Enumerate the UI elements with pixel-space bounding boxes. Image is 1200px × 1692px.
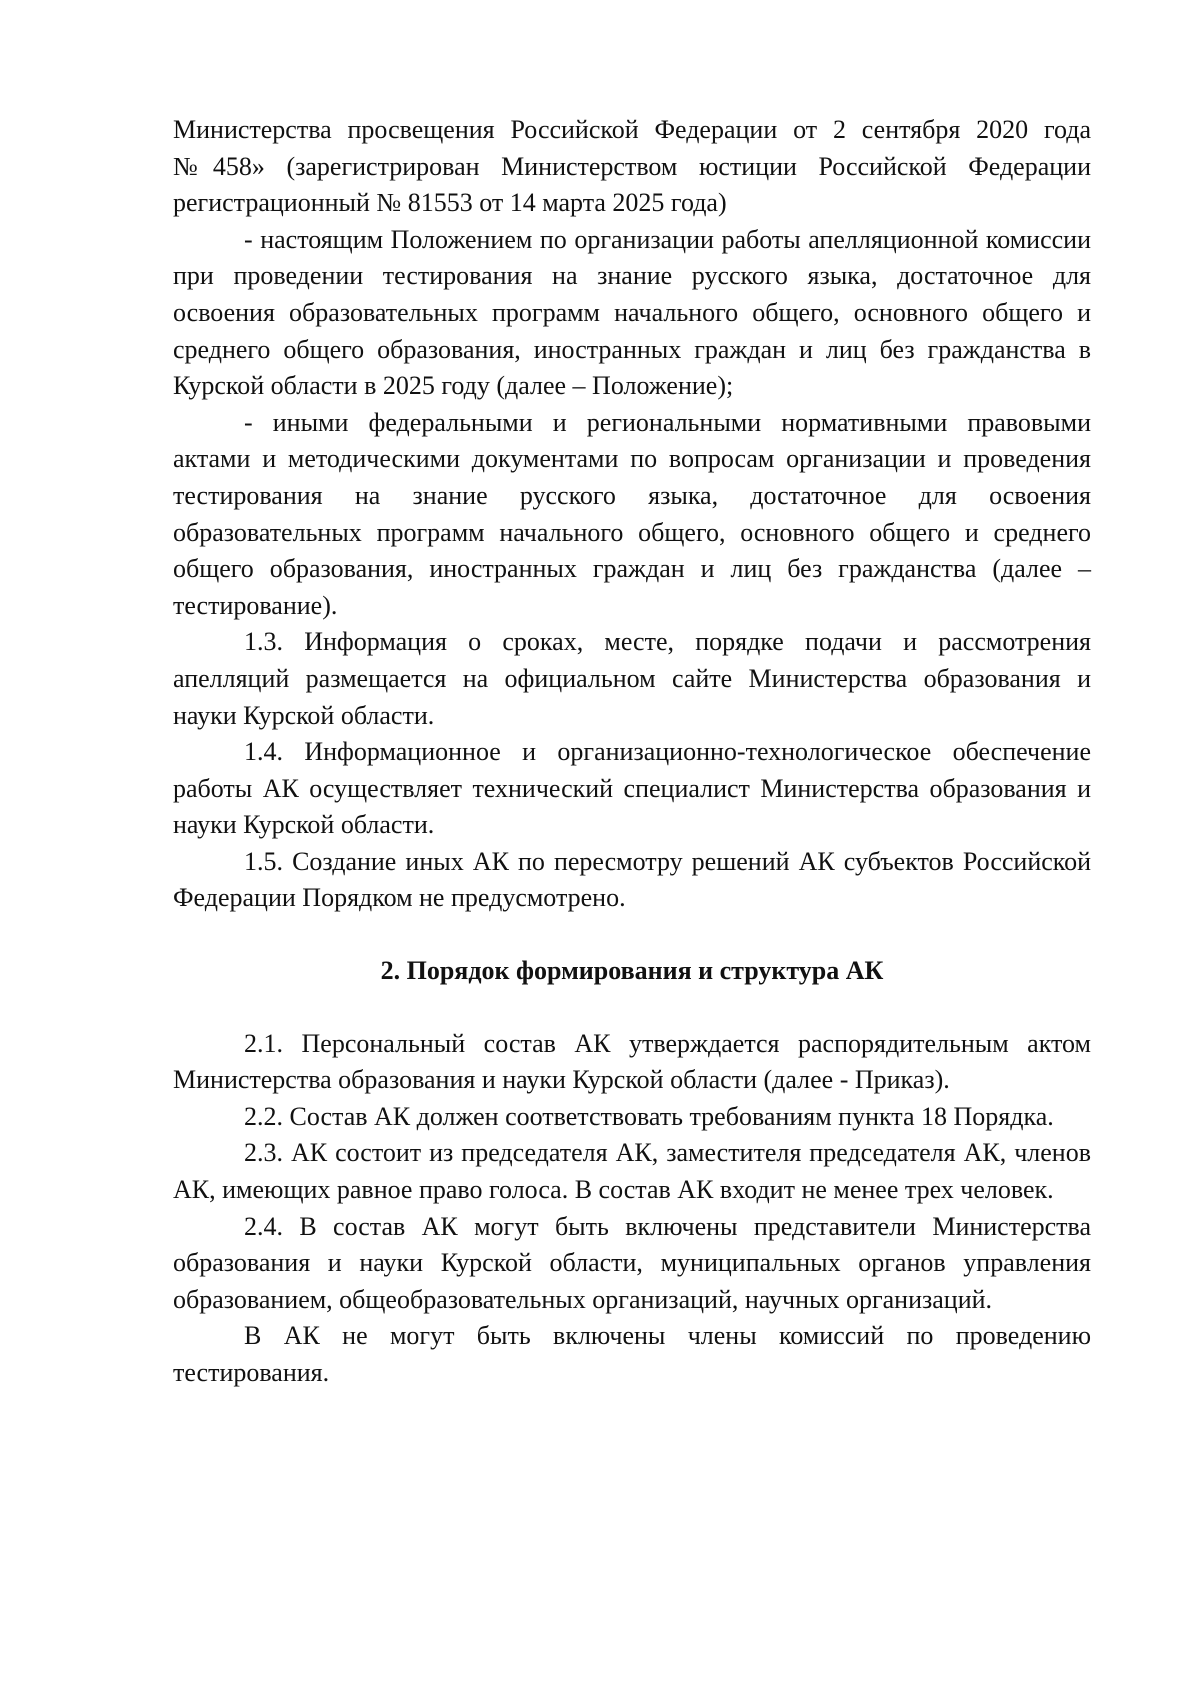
- document-body: [173, 112, 1091, 1392]
- paragraph-2-2: 2.2. Состав АК должен соответствовать требованиям пункта 18 Порядка.: [244, 1101, 1054, 1131]
- paragraph-1-5: 1.5. Создание иных АК по пересмотру решений АК субъектов Российской Федерации Порядком не предусмотрено.: [173, 846, 1091, 913]
- paragraph-2-1: 2.1. Персональный состав АК утверждается распорядительным актом Министерства образования и науки Курской области (далее - Приказ).: [173, 1028, 1091, 1095]
- paragraph-2-4: 2.4. В состав АК могут быть включены представители Министерства образования и науки Курской области, муниципальных органов управления образованием, общеобразовательных организаций, научных организаций.: [173, 1211, 1091, 1314]
- paragraph-1-4: 1.4. Информационное и организационно-технологическое обеспечение работы АК осуществляет технический специалист Министерства образования и науки Курской области.: [173, 737, 1091, 840]
- paragraph-2-3: 2.3. АК состоит из председателя АК, заместителя председателя АК, членов АК, имеющих равное право голоса. В состав АК входит не менее трех человек.: [173, 1138, 1091, 1205]
- paragraph-exclusion: В АК не могут быть включены члены комиссий по проведению тестирования.: [173, 1321, 1091, 1387]
- paragraph-ministry-order-continuation: Министерства просвещения Российской Федерации от 2 сентября 2020 года №458» (зарегистрирован Министерством юстиции Российской Федерации регистрационный № 81553 от 14 марта 2025 года): [173, 115, 1091, 218]
- section-heading: 2. Порядок формирования и структура АК: [380, 956, 884, 986]
- paragraph-1-3: 1.3. Информация о сроках, месте, порядке подачи и рассмотрения апелляций размещается на официальном сайте Министерства образования и науки Курской области.: [173, 627, 1091, 730]
- paragraph-regulation-reference: - настоящим Положением по организации работы апелляционной комиссии при проведении тестирования на знание русского языка, достаточное для освоения образовательных программ начального общего, основного общего и среднего общего образования, иностранных граждан и лиц без гражданства в Курской области в 2025 году (далее – Положение);: [173, 224, 1091, 401]
- paragraph-other-acts: - иными федеральными и региональными нормативными правовыми актами и методическими документами по вопросам организации и проведения тестирования на знание русского языка, достаточное для освоения образовательных программ начального общего, основного общего и среднего общего образования, иностранных граждан и лиц без гражданства (далее – тестирование).: [173, 407, 1091, 620]
